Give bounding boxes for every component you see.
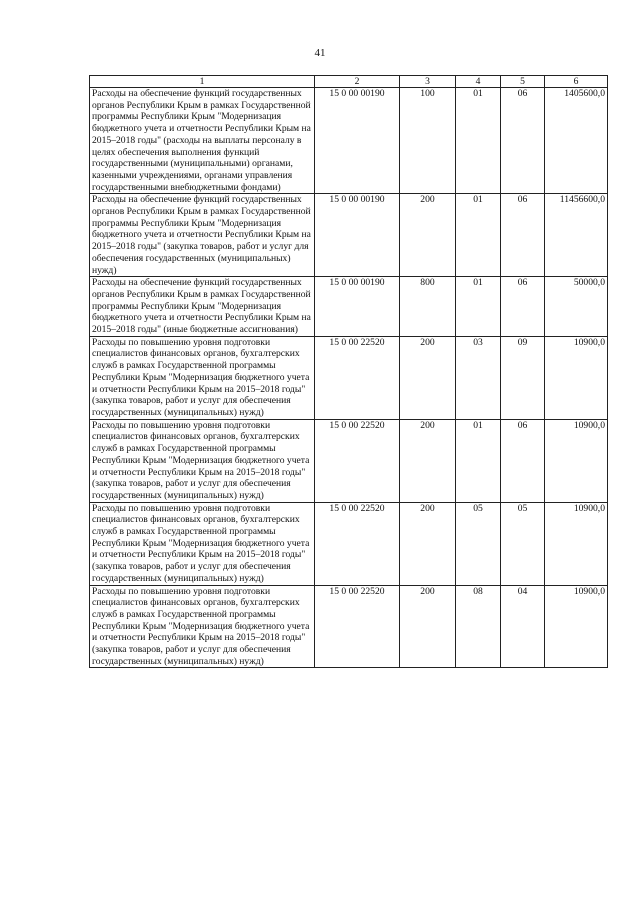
- row-expense-type: 200: [400, 502, 456, 585]
- row-section: 01: [456, 88, 501, 194]
- table-row: [90, 194, 608, 277]
- row-description: Расходы по повышению уровня подготовки специалистов финансовых органов, бухгалтерских служб в рамках Государственной программы Республики Крым "Модернизация бюджетного учета и отчетности Республики Крым на 2015–2018 годы" (закупка товаров, работ и услуг для обеспечения государственных (муниципальных) нужд): [90, 502, 315, 585]
- row-section: 05: [456, 502, 501, 585]
- column-header-3: 3: [400, 76, 456, 88]
- row-description: Расходы по повышению уровня подготовки специалистов финансовых органов, бухгалтерских служб в рамках Государственной программы Республики Крым "Модернизация бюджетного учета и отчетности Республики Крым на 2015–2018 годы" (закупка товаров, работ и услуг для обеспечения государственных (муниципальных) нужд): [90, 585, 315, 668]
- table-header-row: [90, 76, 608, 88]
- row-target-article: 15 0 00 22520: [315, 585, 400, 668]
- row-expense-type: 200: [400, 194, 456, 277]
- row-expense-type: 200: [400, 336, 456, 419]
- row-target-article: 15 0 00 00190: [315, 277, 400, 337]
- row-target-article: 15 0 00 22520: [315, 419, 400, 502]
- column-header-2: 2: [315, 76, 400, 88]
- row-amount: 11456600,0: [545, 194, 608, 277]
- row-section: 08: [456, 585, 501, 668]
- row-subsection: 05: [501, 502, 545, 585]
- row-amount: 10900,0: [545, 336, 608, 419]
- row-target-article: 15 0 00 00190: [315, 194, 400, 277]
- row-section: 03: [456, 336, 501, 419]
- row-subsection: 06: [501, 88, 545, 194]
- table-row: [90, 336, 608, 419]
- row-expense-type: 800: [400, 277, 456, 337]
- column-header-4: 4: [456, 76, 501, 88]
- table-row: [90, 502, 608, 585]
- row-subsection: 06: [501, 194, 545, 277]
- row-subsection: 09: [501, 336, 545, 419]
- row-amount: 50000,0: [545, 277, 608, 337]
- row-description: Расходы на обеспечение функций государственных органов Республики Крым в рамках Государственной программы Республики Крым "Модернизация бюджетного учета и отчетности Республики Крым на 2015–2018 годы" (расходы на выплаты персоналу в целях обеспечения выполнения функций государственными (муниципальными) органами, казенными учреждениями, органами управления государственными внебюджетными фондами): [90, 88, 315, 194]
- row-description: Расходы по повышению уровня подготовки специалистов финансовых органов, бухгалтерских служб в рамках Государственной программы Республики Крым "Модернизация бюджетного учета и отчетности Республики Крым на 2015–2018 годы" (закупка товаров, работ и услуг для обеспечения государственных (муниципальных) нужд): [90, 419, 315, 502]
- row-description: Расходы на обеспечение функций государственных органов Республики Крым в рамках Государственной программы Республики Крым "Модернизация бюджетного учета и отчетности Республики Крым на 2015–2018 годы" (иные бюджетные ассигнования): [90, 277, 315, 337]
- row-amount: 1405600,0: [545, 88, 608, 194]
- table-row: [90, 277, 608, 337]
- row-subsection: 06: [501, 419, 545, 502]
- budget-table: [89, 75, 608, 668]
- table-row: [90, 419, 608, 502]
- row-amount: 10900,0: [545, 585, 608, 668]
- row-description: Расходы на обеспечение функций государственных органов Республики Крым в рамках Государственной программы Республики Крым "Модернизация бюджетного учета и отчетности Республики Крым на 2015–2018 годы" (закупка товаров, работ и услуг для обеспечения государственных (муниципальных) нужд): [90, 194, 315, 277]
- column-header-5: 5: [501, 76, 545, 88]
- page-number: 41: [314, 47, 326, 59]
- row-target-article: 15 0 00 22520: [315, 502, 400, 585]
- row-expense-type: 200: [400, 585, 456, 668]
- row-section: 01: [456, 419, 501, 502]
- row-subsection: 04: [501, 585, 545, 668]
- row-target-article: 15 0 00 22520: [315, 336, 400, 419]
- row-subsection: 06: [501, 277, 545, 337]
- row-expense-type: 100: [400, 88, 456, 194]
- table-row: [90, 585, 608, 668]
- table-row: [90, 88, 608, 194]
- row-section: 01: [456, 277, 501, 337]
- row-description: Расходы по повышению уровня подготовки специалистов финансовых органов, бухгалтерских служб в рамках Государственной программы Республики Крым "Модернизация бюджетного учета и отчетности Республики Крым на 2015–2018 годы" (закупка товаров, работ и услуг для обеспечения государственных (муниципальных) нужд): [90, 336, 315, 419]
- row-target-article: 15 0 00 00190: [315, 88, 400, 194]
- row-expense-type: 200: [400, 419, 456, 502]
- row-section: 01: [456, 194, 501, 277]
- row-amount: 10900,0: [545, 502, 608, 585]
- column-header-1: 1: [90, 76, 315, 88]
- column-header-6: 6: [545, 76, 608, 88]
- row-amount: 10900,0: [545, 419, 608, 502]
